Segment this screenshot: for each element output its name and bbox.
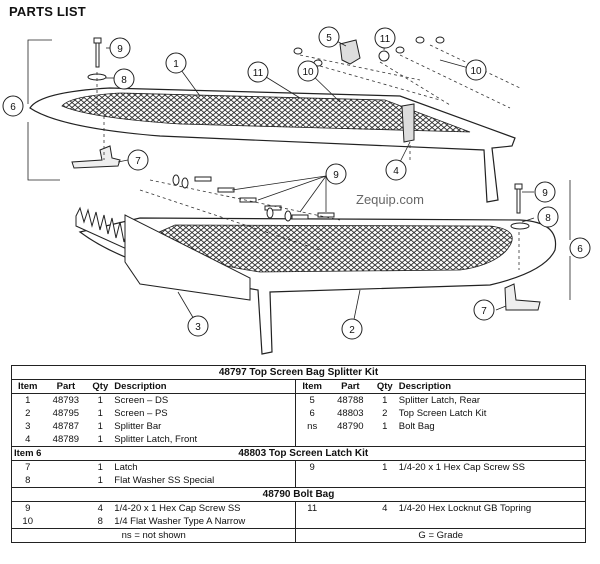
callout-10b: 10: [470, 66, 482, 77]
callout-9b: 9: [542, 188, 548, 199]
item-cell: 3: [25, 421, 31, 432]
latch-left: [72, 146, 120, 168]
desc-cell: Top Screen Latch Kit: [398, 408, 487, 419]
item-cell: 2: [25, 408, 31, 419]
part-cell: [328, 474, 373, 488]
callout-8a: 8: [121, 75, 127, 86]
qty-cell: 4: [97, 503, 103, 514]
kit2-title: 48803 Top Screen Latch Kit: [238, 448, 369, 459]
qty-cell: 1: [97, 395, 103, 406]
footer-right: G = Grade: [296, 529, 586, 543]
qty-cell: 1: [97, 462, 103, 473]
table-row: [12, 433, 586, 447]
col-item: Item: [296, 380, 328, 394]
desc-cell: Splitter Bar: [112, 420, 296, 433]
callout-3: 3: [195, 322, 201, 333]
callout-11b: 11: [379, 34, 391, 45]
kit1-header-row: [12, 380, 586, 394]
desc-cell: 1/4-20 x 1 Hex Cap Screw SS: [398, 462, 525, 473]
part-cell: 48790: [337, 421, 364, 432]
screen-ds: [30, 88, 515, 202]
part-cell: [328, 502, 373, 516]
part-cell: [43, 474, 88, 488]
qty-cell: [373, 474, 397, 488]
kit1-title: 48797 Top Screen Bag Splitter Kit: [12, 366, 586, 380]
table-row: [12, 502, 586, 516]
desc-cell: Flat Washer SS Special: [112, 474, 296, 488]
callout-8b: 8: [545, 213, 551, 224]
callout-2: 2: [349, 325, 355, 336]
desc-cell: 1/4-20 x 1 Hex Cap Screw SS: [112, 502, 296, 516]
item-cell: 8: [25, 475, 31, 486]
callout-5: 5: [326, 33, 332, 44]
desc-cell: [397, 433, 586, 447]
item-cell: [296, 433, 328, 447]
footer-left: ns = not shown: [12, 529, 296, 543]
item-cell: [296, 515, 328, 529]
table-row: [12, 420, 586, 433]
part-cell: [328, 433, 373, 447]
col-qty: Qty: [88, 380, 112, 394]
part-cell: 48787: [52, 421, 80, 432]
qty-cell: 2: [382, 408, 388, 419]
item-cell: 7: [25, 462, 31, 473]
callout-1: 1: [173, 59, 179, 70]
col-desc: Description: [397, 380, 586, 394]
qty-cell: 1: [382, 421, 388, 432]
item-cell: 5: [309, 395, 315, 406]
desc-cell: [397, 515, 586, 529]
kit2-title-row: [12, 447, 586, 461]
callout-10a: 10: [302, 67, 314, 78]
qty-cell: [373, 515, 397, 529]
page-title: PARTS LIST: [9, 4, 86, 19]
qty-cell: 1: [382, 395, 388, 406]
part-cell: [328, 515, 373, 529]
callout-7a: 7: [135, 156, 141, 167]
col-part: Part: [43, 380, 88, 394]
part-cell: [43, 502, 88, 516]
splitter-latch-front: [402, 104, 414, 142]
desc-cell: Latch: [112, 461, 296, 475]
callout-6a: 6: [10, 102, 16, 113]
desc-cell: Splitter Latch, Front: [112, 433, 296, 447]
item-cell: 4: [25, 434, 31, 445]
footer-row: [12, 529, 586, 543]
qty-cell: [373, 433, 397, 447]
col-qty: Qty: [373, 380, 397, 394]
table-row: [12, 461, 586, 475]
qty-cell: 1: [97, 475, 103, 486]
desc-cell: [397, 474, 586, 488]
qty-cell: 1: [97, 408, 103, 419]
desc-cell: Splitter Latch, Rear: [398, 395, 481, 406]
item-cell: ns: [307, 421, 318, 432]
part-cell: 48795: [52, 408, 80, 419]
callout-4: 4: [393, 166, 399, 177]
item-cell: 10: [22, 516, 33, 527]
qty-cell: 8: [97, 516, 103, 527]
callout-11a: 11: [252, 68, 264, 79]
part-cell: 48793: [52, 395, 80, 406]
table-row: [12, 515, 586, 529]
part-cell: 48789: [52, 434, 80, 445]
item-cell: 6: [309, 408, 315, 419]
callout-9c: 9: [333, 170, 339, 181]
part-cell: [43, 461, 88, 475]
qty-cell: 1: [97, 421, 103, 432]
item-cell: 11: [307, 503, 318, 514]
desc-cell: Screen – PS: [112, 407, 296, 420]
splitter-latch-rear: [340, 40, 360, 64]
table-row: [12, 394, 586, 408]
col-part: Part: [328, 380, 373, 394]
part-cell: [43, 515, 88, 529]
kit3-title: 48790 Bolt Bag: [12, 488, 586, 502]
part-cell: [328, 461, 373, 475]
callout-6b: 6: [577, 244, 583, 255]
part-cell: 48803: [337, 408, 364, 419]
item-cell: 1: [25, 395, 31, 406]
item-cell: [296, 474, 328, 488]
qty-cell: 1: [382, 462, 388, 473]
kit2-item-label: Item 6: [14, 448, 42, 459]
item-cell: 9: [309, 462, 315, 473]
desc-cell: 1/4 Flat Washer Type A Narrow: [112, 515, 296, 529]
callout-7b: 7: [481, 306, 487, 317]
desc-cell: Screen – DS: [112, 394, 296, 408]
desc-cell: 1/4-20 Hex Locknut GB Topring: [398, 503, 532, 514]
col-item: Item: [12, 380, 44, 394]
watermark: Zequip.com: [356, 192, 424, 207]
part-cell: 48788: [337, 395, 364, 406]
table-row: [12, 407, 586, 420]
col-desc: Description: [112, 380, 296, 394]
qty-cell: 1: [97, 434, 103, 445]
qty-cell: 4: [382, 503, 388, 514]
callout-9a: 9: [117, 44, 123, 55]
latch-right: [505, 284, 540, 310]
table-row: [12, 474, 586, 488]
item-cell: 9: [25, 503, 31, 514]
desc-cell: Bolt Bag: [398, 421, 435, 432]
parts-table: [11, 365, 586, 543]
